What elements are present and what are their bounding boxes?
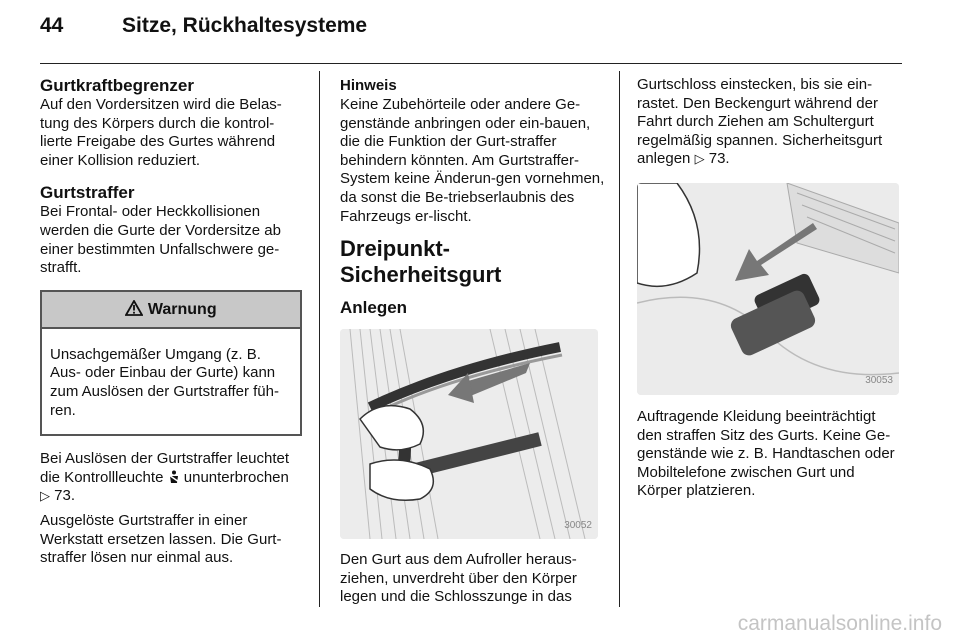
figure-buckle [637, 183, 899, 395]
warning-box [40, 290, 302, 436]
warning-lamp-text-a: Bei Auslösen der Gurtstraffer leuchtet die Kontrollleuchte [40, 450, 290, 486]
illustration-buckle [637, 183, 899, 395]
paragraph-belt-tensioner: Bei Frontal- oder Heckkollisionen werden die Gurte der Vordersitze ab einer bestimmten Unfallschwere ge-strafft. [40, 203, 281, 277]
warning-title: Warnung [147, 300, 217, 318]
heading-three-point-belt: Dreipunkt-Sicherheitsgurt [340, 236, 502, 288]
paragraph-workshop: Ausgelöste Gurtstraffer in einer Werkstatt ersetzen lassen. Die Gurt-straffer lösen nur einmal aus. [40, 511, 282, 567]
page-title: Sitze, Rückhaltesysteme [122, 14, 368, 37]
warning-header [42, 292, 300, 329]
column-divider-1 [319, 71, 320, 607]
warning-lamp-page-ref: 73. [54, 487, 76, 505]
buckle-page-ref: 73. [708, 150, 730, 168]
warning-triangle-icon [125, 300, 143, 316]
paragraph-clothing: Auftragende Kleidung beeinträchtigt den straffen Sitz des Gurts. Keine Ge-genstände wie z. B. Handtaschen oder Mobiltelefone zwischen Gurt und Körper platzieren. [637, 407, 895, 500]
note-title: Hinweis [340, 77, 397, 94]
note-text: Keine Zubehörteile oder andere Ge-genstände anbringen oder ein-bauen, die die Funktion der Gurt-straffer behindern könnten. Am Gurtstraffer-System keine Änderun-gen vornehmen, da sonst die Be-triebserlaubnis des Fahrzeugs er-lischt. [340, 96, 605, 225]
heading-fastening: Anlegen [340, 298, 408, 318]
illustration-pull-belt [340, 329, 598, 539]
heading-belt-force-limiter: Gurtkraftbegrenzer [40, 76, 194, 95]
seatbelt-warning-lamp-icon [168, 470, 180, 484]
page-reference-arrow-icon: ▷ [694, 151, 705, 167]
watermark: carmanualsonline.info [737, 612, 942, 635]
paragraph-warning-lamp [40, 450, 302, 506]
page-reference-arrow-icon: ▷ [40, 488, 50, 504]
column-divider-2 [619, 71, 620, 607]
heading-belt-tensioner: Gurtstraffer [40, 183, 135, 203]
page-number: 44 [40, 14, 64, 37]
header-rule [40, 63, 902, 64]
warning-text: Unsachgemäßer Umgang (z. B. Aus- oder Einbau der Gurte) kann zum Auslösen der Gurtstraffer füh-ren. [50, 345, 279, 419]
paragraph-pull-belt: Den Gurt aus dem Aufroller heraus-ziehen, unverdreht über den Körper legen und die Schlosszunge in das [340, 551, 577, 606]
paragraph-belt-force-limiter: Auf den Vordersitzen wird die Belas-tung des Körpers durch die kontrol-lierte Freigabe des Gurtes während einer Kollision reduziert. [40, 96, 282, 169]
column-2 [340, 76, 606, 607]
warning-lamp-text-b: ununterbrochen [183, 468, 289, 486]
paragraph-buckle [637, 76, 903, 169]
figure-number-30052: 30052 [564, 519, 592, 531]
column-1 [40, 76, 302, 568]
figure-number-30053: 30053 [865, 375, 893, 387]
column-3 [637, 76, 903, 501]
buckle-text: Gurtschloss einstecken, bis sie ein-rastet. Den Beckengurt während der Fahrt durch Ziehen am Schultergurt regelmäßig spannen. Sicherheitsgurt anlegen [637, 76, 883, 168]
figure-pull-belt [340, 329, 598, 539]
